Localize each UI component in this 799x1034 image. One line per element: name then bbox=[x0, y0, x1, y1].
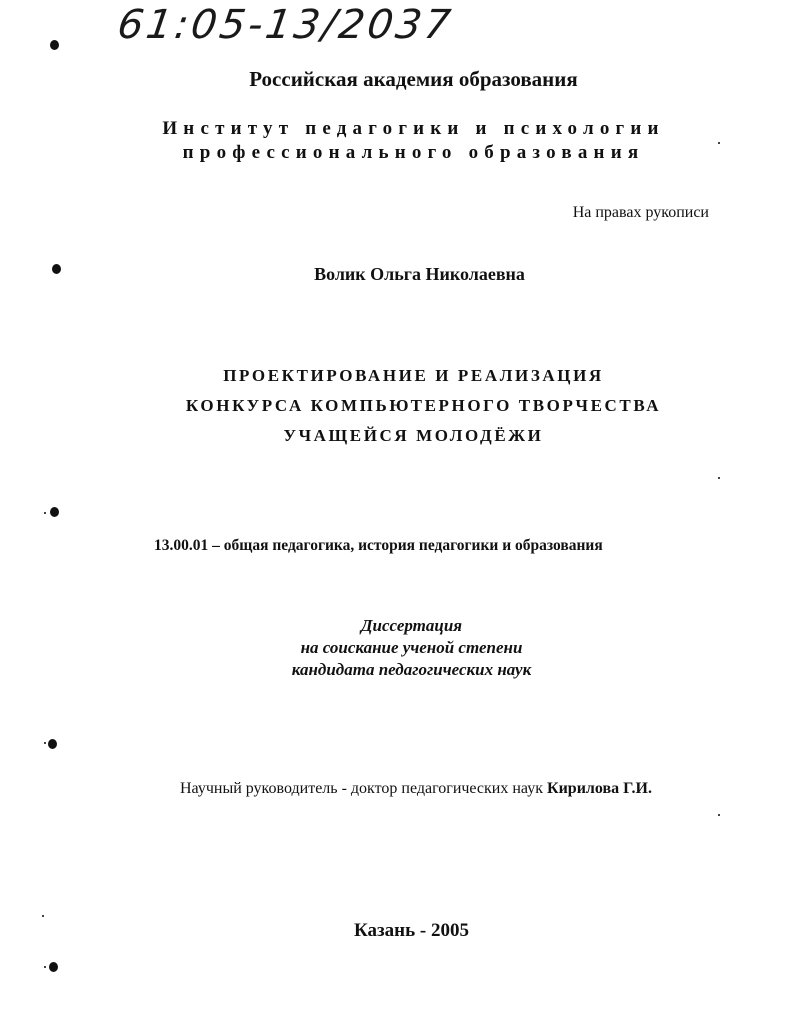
thesis-title-line2: КОНКУРСА КОМПЬЮТЕРНОГО ТВОРЧЕСТВА bbox=[185, 396, 662, 415]
institute-name-line2: профессионального образования bbox=[182, 142, 645, 163]
binder-hole-dot bbox=[48, 739, 57, 749]
scan-speck bbox=[44, 512, 46, 514]
dissertation-label: Диссертация bbox=[360, 616, 463, 635]
supervisor-prefix: Научный руководитель - доктор педагогических наук bbox=[180, 780, 547, 797]
author-name: Волик Ольга Николаевна bbox=[314, 264, 525, 284]
handwritten-catalog-number: 61:05-13/2037 bbox=[114, 2, 457, 48]
thesis-title-line3: УЧАЩЕЙСЯ МОЛОДЁЖИ bbox=[283, 426, 544, 445]
binder-hole-dot bbox=[50, 40, 59, 50]
scan-speck bbox=[718, 814, 720, 816]
degree-field-line: кандидата педагогических наук bbox=[291, 660, 532, 679]
scan-speck bbox=[44, 966, 46, 968]
scan-speck bbox=[718, 477, 720, 479]
scan-speck bbox=[44, 742, 46, 744]
supervisor-name: Кирилова Г.И. bbox=[546, 780, 652, 797]
scan-speck bbox=[42, 915, 44, 917]
thesis-title-line1: ПРОЕКТИРОВАНИЕ И РЕАЛИЗАЦИЯ bbox=[223, 366, 604, 385]
supervisor-line bbox=[180, 780, 652, 798]
binder-hole-dot bbox=[49, 962, 58, 972]
academy-name: Российская академия образования bbox=[249, 67, 578, 91]
manuscript-rights-note: На правах рукописи bbox=[572, 204, 709, 221]
city-year: Казань - 2005 bbox=[354, 920, 469, 941]
specialty-code: 13.00.01 – общая педагогика, история педагогики и образования bbox=[154, 537, 603, 554]
institute-name-line1: Институт педагогики и психологии bbox=[162, 118, 665, 139]
binder-hole-dot bbox=[50, 507, 59, 517]
degree-line: на соискание ученой степени bbox=[300, 638, 523, 657]
